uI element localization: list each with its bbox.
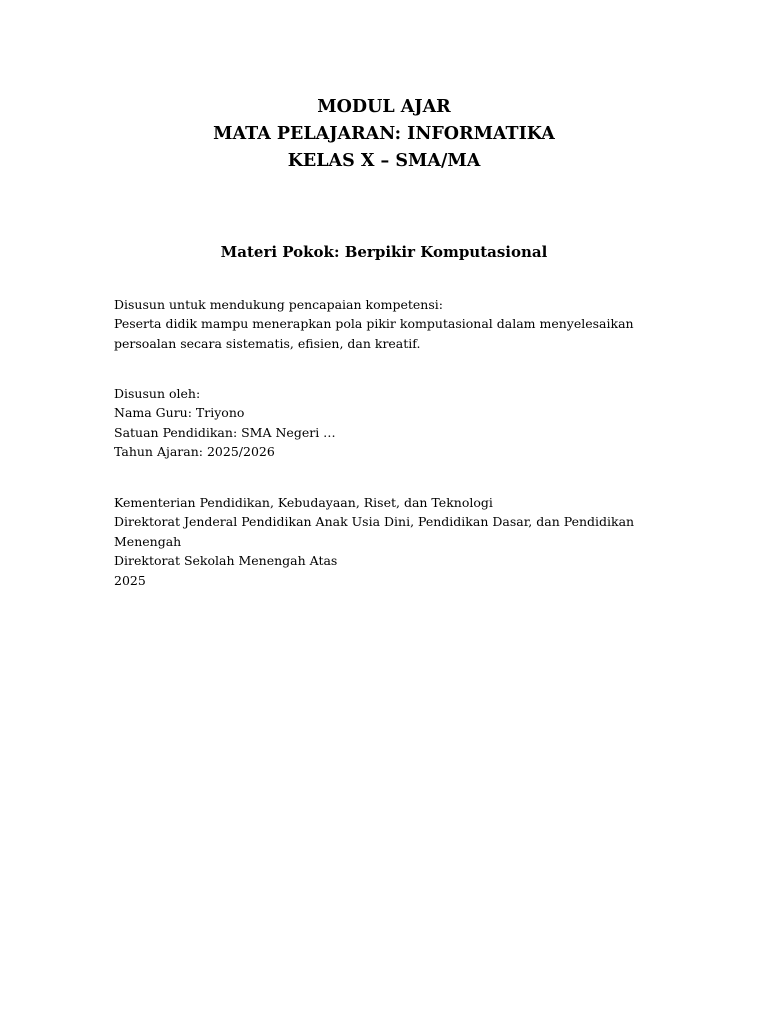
teacher-name: Nama Guru: Triyono — [114, 405, 245, 421]
purpose-text-line: Peserta didik mampu menerapkan pola pikir komputasional dalam menyelesaikan — [114, 316, 634, 332]
directorate-name: Direktorat Sekolah Menengah Atas — [114, 553, 338, 569]
institution-section — [114, 493, 634, 590]
directorate-general-line: Direktorat Jenderal Pendidikan Anak Usia Dini, Pendidikan Dasar, dan Pendidikan — [114, 514, 635, 530]
subject-title: MATA PELAJARAN: INFORMATIKA — [213, 124, 555, 144]
author-heading: Disusun oleh: — [114, 386, 201, 401]
purpose-section — [114, 295, 634, 353]
purpose-text-line: persoalan secara sistematis, efisien, dan kreatif. — [114, 335, 421, 351]
purpose-intro: Disusun untuk mendukung pencapaian kompetensi: — [114, 297, 443, 312]
class-title: KELAS X – SMA/MA — [287, 151, 481, 171]
academic-year: Tahun Ajaran: 2025/2026 — [114, 444, 275, 460]
module-title: MODUL AJAR — [317, 97, 451, 117]
title-block — [0, 94, 768, 175]
directorate-general-line: Menengah — [114, 533, 182, 549]
ministry-name: Kementerian Pendidikan, Kebudayaan, Riset, dan Teknologi — [114, 495, 493, 510]
publication-year: 2025 — [114, 572, 146, 588]
school-name: Satuan Pendidikan: SMA Negeri … — [114, 424, 336, 440]
author-section — [114, 384, 634, 462]
main-topic-heading: Materi Pokok: Berpikir Komputasional — [220, 243, 548, 261]
